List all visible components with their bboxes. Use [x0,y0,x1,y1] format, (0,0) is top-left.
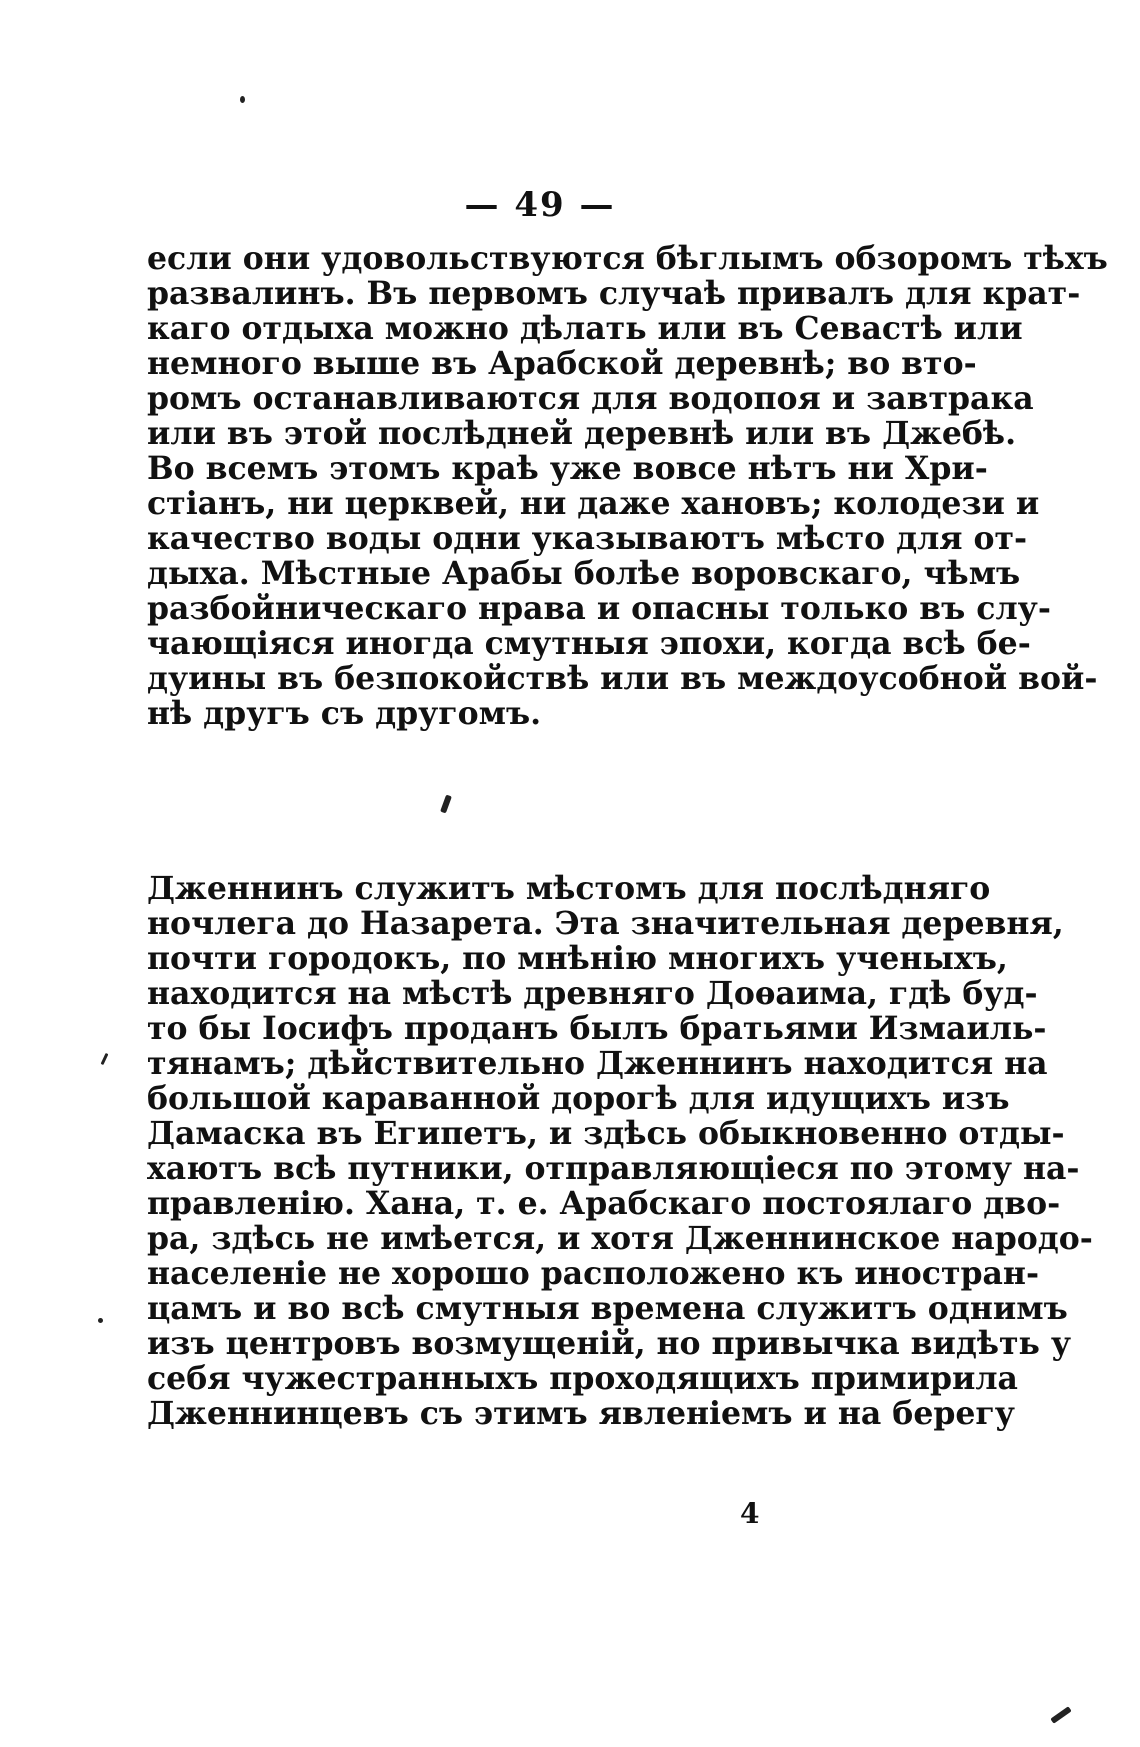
ink-speck [440,795,452,814]
text-line: Дженнинъ служитъ мѣстомъ для послѣдняго [147,870,991,907]
text-line: хаютъ всѣ путники, отправляющіеся по этому на- [147,1150,1080,1187]
text-line: правленію. Хана, т. е. Арабскаго постоялаго дво- [147,1185,1061,1222]
text-line: чающіяся иногда смутныя эпохи, когда всѣ бе- [147,625,1031,662]
page-number: — 49 — [464,185,616,225]
text-line: ромъ останавливаются для водопоя и завтрака [147,380,1034,417]
text-line: Дамаска въ Египетъ, и здѣсь обыкновенно отды- [147,1115,1065,1152]
ink-speck [101,1053,109,1065]
text-line: качество воды одни указываютъ мѣсто для от- [147,520,1028,557]
text-line: Во всемъ этомъ краѣ уже вовсе нѣтъ ни Хри- [147,450,988,487]
text-line: тянамъ; дѣйствительно Дженнинъ находится на [147,1045,1048,1082]
text-line: населеніе не хорошо расположено къ иностран- [147,1255,1040,1292]
text-line: нѣ другъ съ другомъ. [147,695,542,732]
text-line: Дженнинцевъ съ этимъ явленіемъ и на берегу [147,1395,1015,1432]
text-line: цамъ и во всѣ смутныя времена служитъ однимъ [147,1290,1068,1327]
text-line: находится на мѣстѣ древняго Доѳаима, гдѣ буд- [147,975,1038,1012]
text-line: ра, здѣсь не имѣется, и хотя Дженнинское народо- [147,1220,1093,1257]
ink-speck [98,1318,103,1323]
text-line: или въ этой послѣдней деревнѣ или въ Джебѣ. [147,415,1017,452]
text-line: то бы Іосифъ проданъ былъ братьями Измаиль- [147,1010,1047,1047]
text-line: ночлега до Назарета. Эта значительная деревня, [147,905,1064,942]
text-line: развалинъ. Въ первомъ случаѣ привалъ для крат- [147,275,1081,312]
text-line: себя чужестранныхъ проходящихъ примирила [147,1360,1018,1397]
ink-speck [1050,1706,1071,1724]
text-line: если они удовольствуются бѣглымъ обзоромъ тѣхъ [147,240,1108,277]
paragraph-2 [147,870,1093,1432]
text-line: разбойническаго нрава и опасны только въ слу- [147,590,1051,627]
text-line: изъ центровъ возмущеній, но привычка видѣть у [147,1325,1072,1362]
paragraph-1 [147,240,1108,732]
text-line: почти городокъ, по мнѣнію многихъ ученыхъ, [147,940,1008,977]
text-line: большой караванной дорогѣ для идущихъ изъ [147,1080,1010,1117]
text-line: немного выше въ Арабской деревнѣ; во вто- [147,345,977,382]
text-line: дыха. Мѣстные Арабы болѣе воровскаго, чѣмъ [147,555,1021,592]
text-line: стіанъ, ни церквей, ни даже хановъ; колодези и [147,485,1040,522]
text-line: дуины въ безпокойствѣ или въ междоусобной вой- [147,660,1098,697]
text-line: каго отдыха можно дѣлать или въ Севастѣ или [147,310,1023,347]
printer-signature-mark: 4 [740,1497,760,1530]
ink-speck [240,96,245,103]
